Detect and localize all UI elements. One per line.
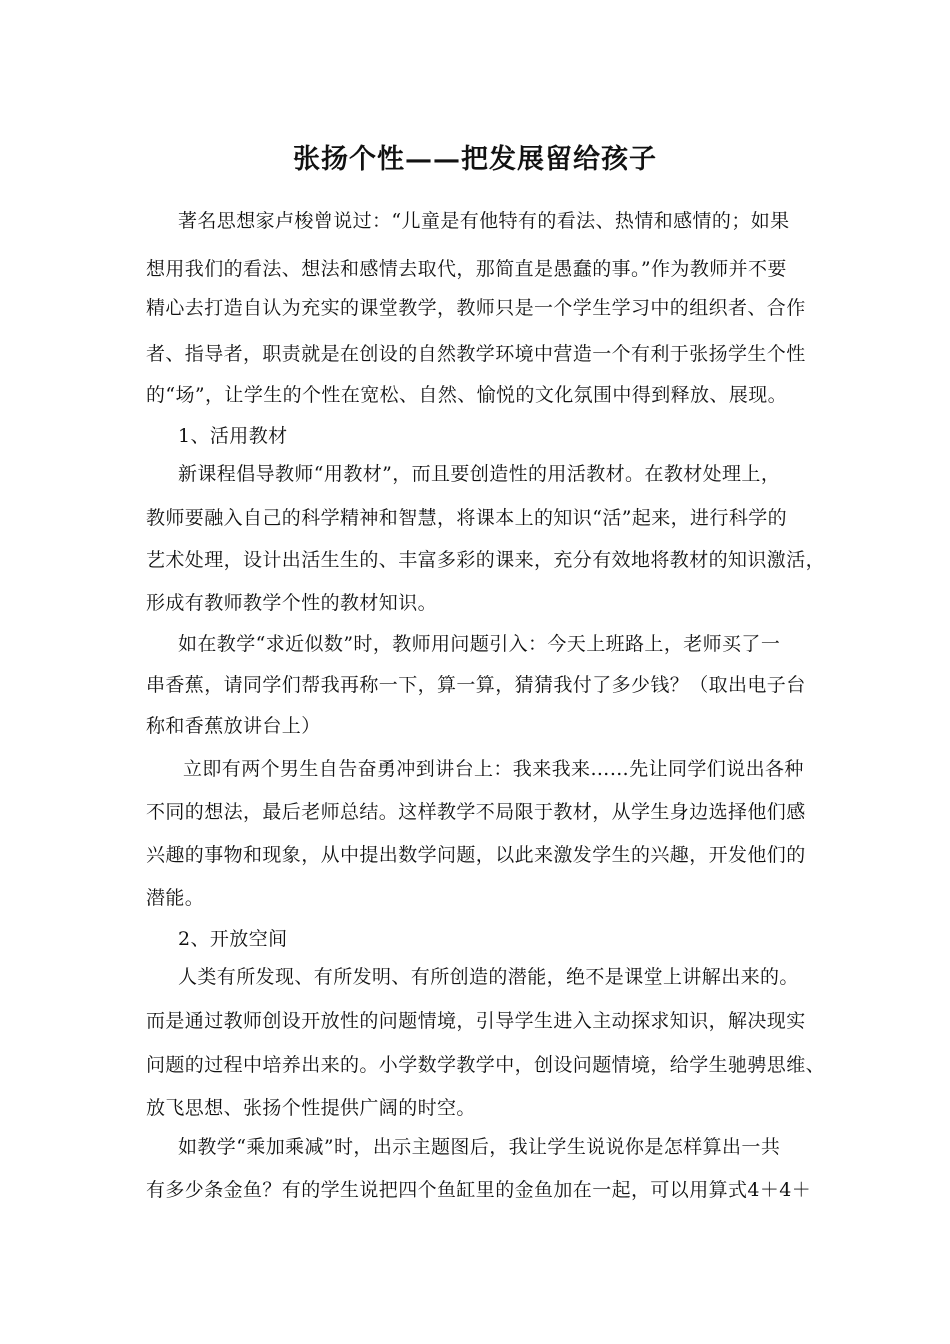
paragraph-line: 问题的过程中培养出来的。小学数学教学中，创设问题情境，给学生驰骋思维、 <box>146 1054 826 1076</box>
paragraph-line: 潜能。 <box>146 887 205 909</box>
paragraph-line: 新课程倡导教师“用教材”，而且要创造性的用活教材。在教材处理上， <box>178 463 781 485</box>
section-heading-1: 1、活用教材 <box>178 425 288 447</box>
paragraph-line: 立即有两个男生自告奋勇冲到讲台上：我来我来……先让同学们说出各种 <box>183 758 804 780</box>
paragraph-line: 教师要融入自己的科学精神和智慧，将课本上的知识“活”起来，进行科学的 <box>146 507 788 529</box>
paragraph-line: 如在教学“求近似数”时，教师用问题引入：今天上班路上，老师买了一 <box>178 633 781 655</box>
paragraph-line: 放飞思想、张扬个性提供广阔的时空。 <box>146 1097 476 1119</box>
paragraph-line: 艺术处理，设计出活生生的、丰富多彩的课来，充分有效地将教材的知识激活， <box>146 549 826 571</box>
paragraph-line: 形成有教师教学个性的教材知识。 <box>146 592 438 614</box>
paragraph-line: 精心去打造自认为充实的课堂教学，教师只是一个学生学习中的组织者、合作 <box>146 297 806 319</box>
paragraph-line: 串香蕉，请同学们帮我再称一下，算一算，猜猜我付了多少钱？（取出电子台 <box>146 674 806 696</box>
paragraph-line: 不同的想法，最后老师总结。这样教学不局限于教材，从学生身边选择他们感 <box>146 801 806 823</box>
paragraph-line: 的“场”，让学生的个性在宽松、自然、愉悦的文化氛围中得到释放、展现。 <box>146 384 788 406</box>
paragraph-line: 者、指导者，职责就是在创设的自然教学环境中营造一个有利于张扬学生个性 <box>146 343 806 365</box>
paragraph-line: 著名思想家卢梭曾说过：“儿童是有他特有的看法、热情和感情的；如果 <box>178 210 790 232</box>
paragraph-line: 兴趣的事物和现象，从中提出数学问题，以此来激发学生的兴趣，开发他们的 <box>146 844 806 866</box>
paragraph-line: 想用我们的看法、想法和感情去取代，那简直是愚蠢的事。”作为教师并不要 <box>146 258 787 280</box>
paragraph-line: 如教学“乘加乘减”时，出示主题图后，我让学生说说你是怎样算出一共 <box>178 1136 781 1158</box>
document-title: 张扬个性——把发展留给孩子 <box>293 144 657 175</box>
paragraph-line: 而是通过教师创设开放性的问题情境，引导学生进入主动探求知识，解决现实 <box>146 1010 806 1032</box>
paragraph-line: 人类有所发现、有所发明、有所创造的潜能，绝不是课堂上讲解出来的。 <box>178 966 799 988</box>
paragraph-line: 有多少条金鱼？有的学生说把四个鱼缸里的金鱼加在一起，可以用算式4＋4＋ <box>146 1179 812 1201</box>
paragraph-line: 称和香蕉放讲台上） <box>146 715 321 737</box>
section-heading-2: 2、开放空间 <box>178 928 288 950</box>
